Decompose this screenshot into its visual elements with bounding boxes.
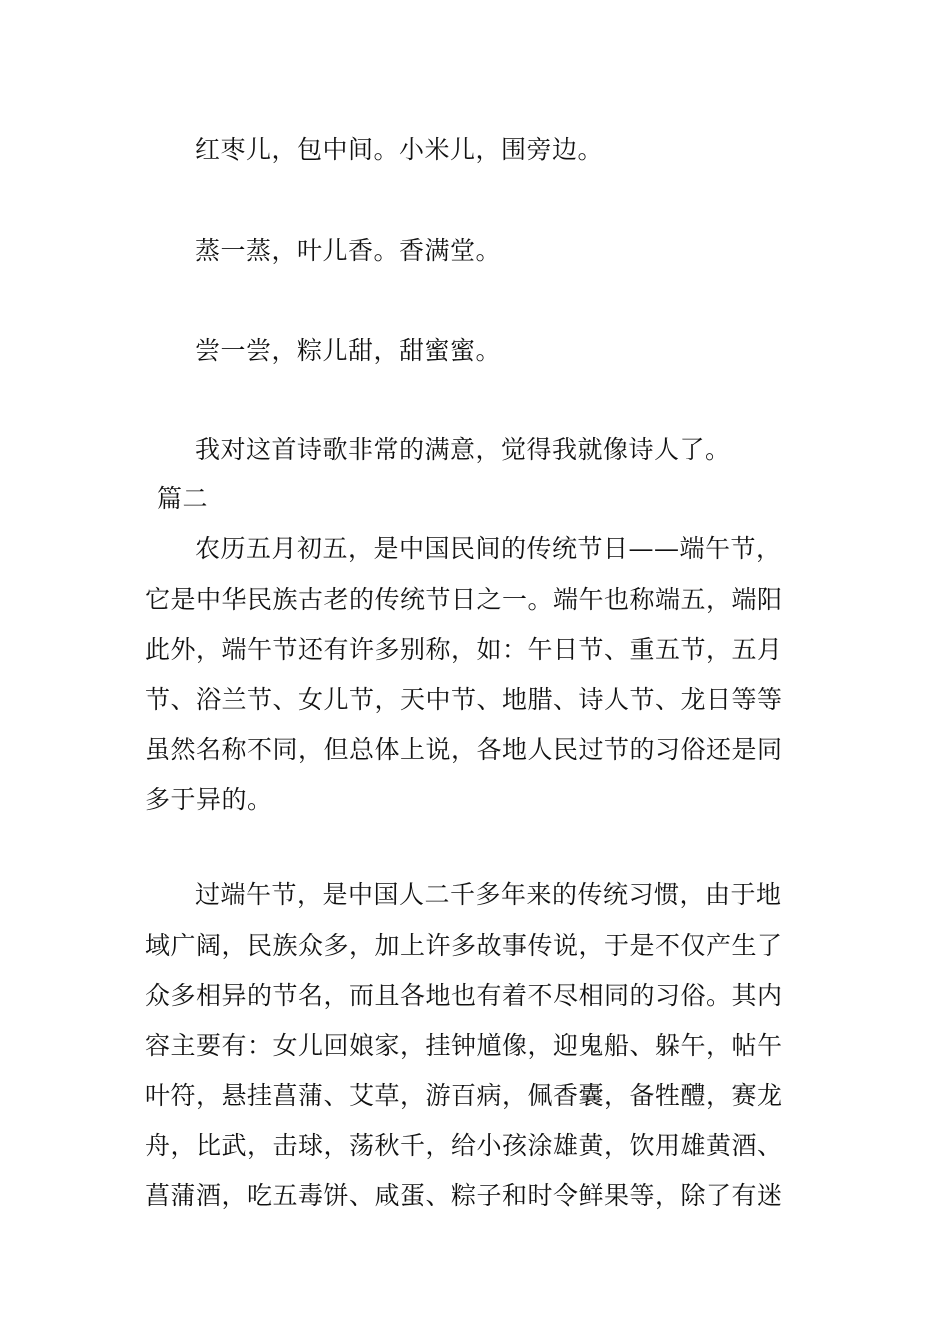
paragraph-line: 叶符，悬挂菖蒲、艾草，游百病，佩香囊，备牲醴，赛龙 (145, 1081, 783, 1110)
paragraph-line: 此外，端午节还有许多别称，如：午日节、重五节，五月 (145, 635, 783, 664)
paragraph-line: 多于异的。 (145, 785, 273, 814)
paragraph-line: 众多相异的节名，而且各地也有着不尽相同的习俗。其内 (145, 981, 783, 1010)
poem-line: 我对这首诗歌非常的满意，觉得我就像诗人了。 (195, 435, 731, 464)
paragraph-line: 菖蒲酒，吃五毒饼、咸蛋、粽子和时令鲜果等，除了有迷 (145, 1181, 783, 1210)
paragraph-line: 容主要有：女儿回娘家，挂钟馗像，迎鬼船、躲午，帖午 (145, 1031, 783, 1060)
paragraph-line: 节、浴兰节、女儿节，天中节、地腊、诗人节、龙日等等 (145, 685, 783, 714)
paragraph-line: 舟，比武，击球，荡秋千，给小孩涂雄黄，饮用雄黄酒、 (145, 1131, 783, 1160)
paragraph-line: 域广阔，民族众多，加上许多故事传说，于是不仅产生了 (145, 931, 783, 960)
paragraph-line: 虽然名称不同，但总体上说，各地人民过节的习俗还是同 (145, 735, 783, 764)
section-heading: 篇二 (157, 484, 209, 513)
paragraph-line: 它是中华民族古老的传统节日之一。端午也称端五，端阳 (145, 585, 783, 614)
paragraph-line: 农历五月初五，是中国民间的传统节日——端午节， (195, 534, 782, 563)
poem-line: 蒸一蒸，叶儿香。香满堂。 (195, 236, 502, 265)
poem-line: 尝一尝，粽儿甜，甜蜜蜜。 (195, 336, 502, 365)
paragraph-line: 过端午节，是中国人二千多年来的传统习惯，由于地 (195, 880, 782, 909)
poem-line: 红枣儿，包中间。小米儿，围旁边。 (195, 135, 604, 164)
